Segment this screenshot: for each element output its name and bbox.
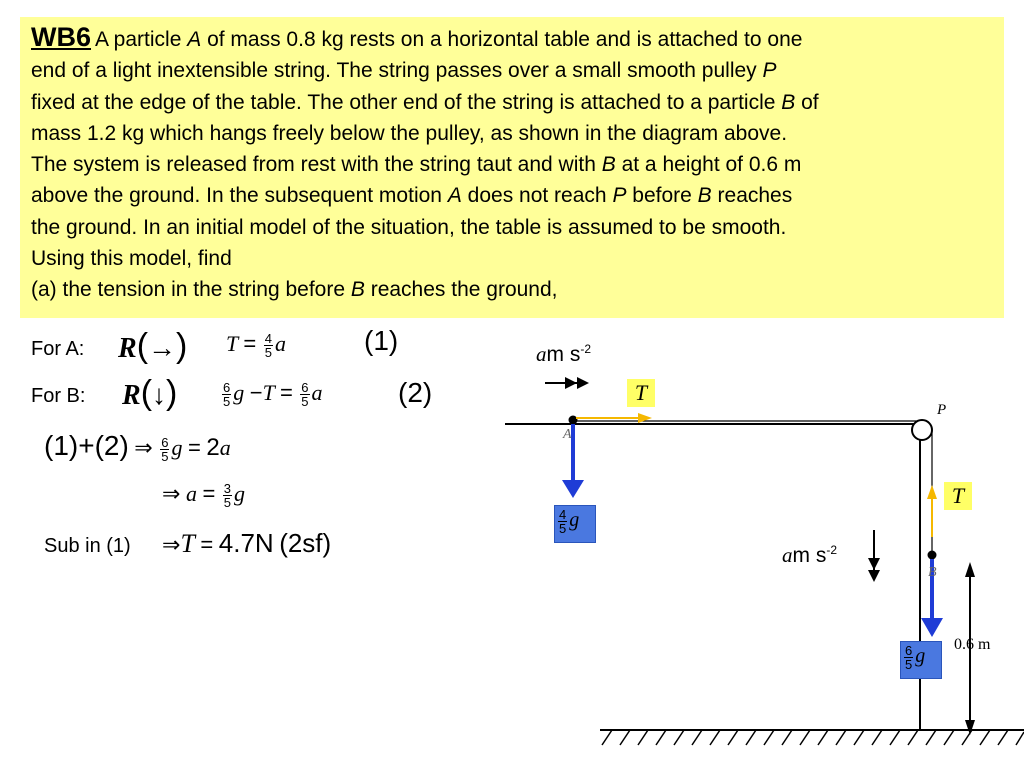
particle-b-label: B	[928, 565, 937, 580]
tension-b-arrowhead	[927, 485, 937, 499]
equation-4: ⇒ a = $\frac{3}{5}$ g	[162, 481, 246, 511]
equation-3: (1)+(2) ⇒ $\frac{6}{5}$ g = 2a	[44, 430, 231, 465]
question-tag: WB6	[31, 22, 91, 52]
pulley	[912, 420, 932, 440]
height-label: 0.6 m	[954, 636, 991, 653]
tension-a-label: T	[627, 379, 655, 407]
accel-b-label: am $s^{-2}$	[782, 543, 837, 567]
accel-a-label: am $s^{-2}$	[536, 342, 591, 366]
weight-a-label: $\frac{4}{5}$ g	[559, 507, 580, 536]
weight-b-label: $\frac{6}{5}$ g	[905, 643, 926, 672]
particle-a-label: A	[563, 427, 572, 442]
resolve-a: R(→)	[118, 327, 188, 365]
equation-1: T = $\frac{4}{5}$ a	[226, 331, 286, 361]
for-a-label: For A:	[31, 338, 85, 360]
weight-b-arrowhead	[921, 618, 943, 637]
tension-b-label: T	[944, 482, 972, 510]
pulley-label: P	[937, 402, 947, 418]
equation-1-ref: (1)	[364, 325, 399, 356]
equation-2-ref: (2)	[398, 377, 433, 408]
for-b-label: For B:	[31, 385, 86, 407]
particle-b	[928, 551, 937, 560]
question-text: WB6 A particle A of mass 0.8 kg rests on a horizontal table and is attached to one end of a light inextensible string. The string passes over a small smooth pulley P fixed at the edge of the table. The other end of the string is attached to a particle B of mass 1.2 kg which hangs freely below the pulley, as shown in the diagram above. The system is released from rest with the string taut and with B at a height of 0.6 m above the ground. In the subsequent motion A does not reach P before B reaches the ground. In an initial model of the situation, the table is assumed to be smooth. Using this model, find (a) the tension in the string before B reaches the ground,	[31, 22, 819, 302]
resolve-b: R(↓)	[122, 374, 178, 412]
particle-a	[569, 416, 578, 425]
ground-hatching	[602, 730, 1024, 745]
equation-2: $\frac{6}{5}$ g −T = $\frac{6}{5}$ a	[223, 380, 323, 410]
weight-a-arrowhead	[562, 480, 584, 498]
equation-5: ⇒T = 4.7N (2sf)	[162, 528, 332, 558]
sub-in-label: Sub in (1)	[44, 535, 131, 557]
